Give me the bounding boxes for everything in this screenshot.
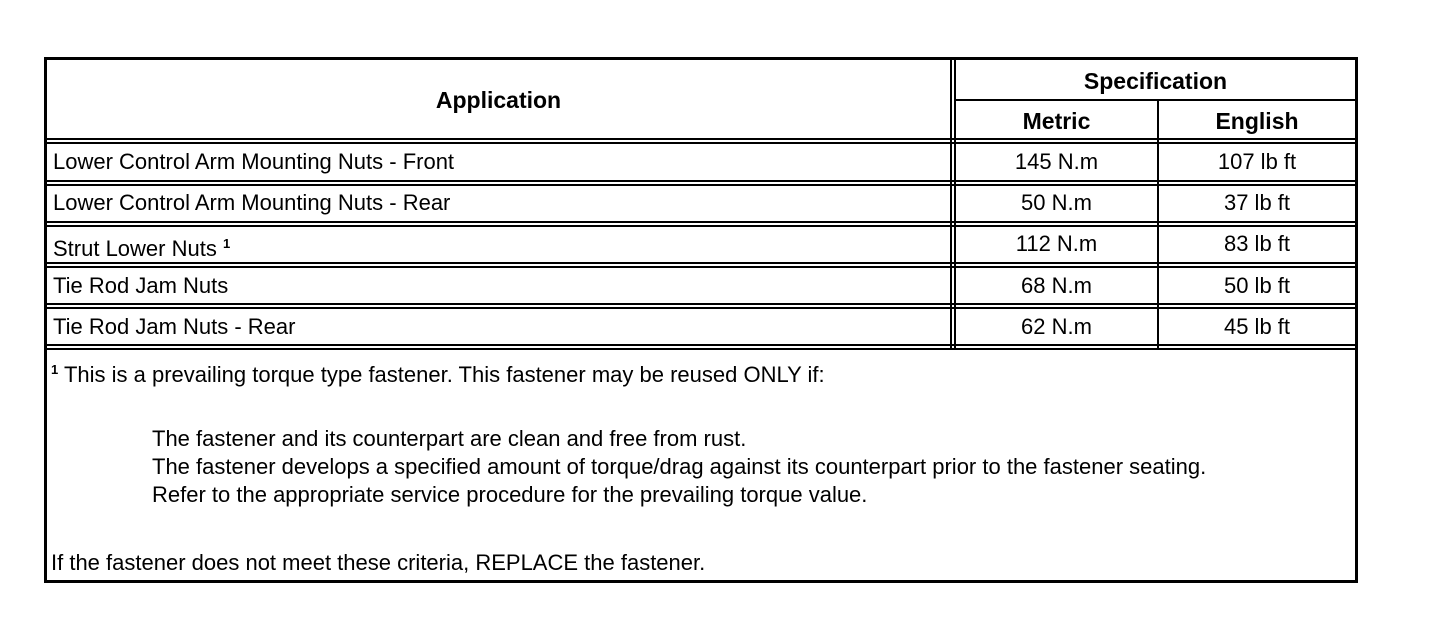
header-specification: Specification: [1083, 68, 1228, 94]
row-3-footnote-marker: 1: [222, 236, 231, 251]
footnote-marker: 1: [51, 362, 59, 377]
footnote-closing: If the fastener does not meet these criteria, REPLACE the fastener.: [51, 550, 706, 575]
row-2-application: Lower Control Arm Mounting Nuts - Rear: [53, 190, 451, 215]
spec-subheader-line: [954, 99, 1355, 101]
row-separator-2b: [47, 225, 1355, 227]
row-separator-2: [47, 221, 1355, 223]
row-5-english: 45 lb ft: [1223, 314, 1291, 339]
header-bottom-line: [47, 138, 1355, 140]
footnote-condition-2: The fastener develops a specified amount of torque/drag against its counterpart prior to the fastener seating.: [152, 454, 1207, 479]
row-separator-5b: [47, 348, 1355, 350]
row-1-english: 107 lb ft: [1217, 149, 1297, 174]
row-separator-3: [47, 262, 1355, 264]
row-3-application: [53, 231, 230, 262]
header-english: English: [1215, 108, 1299, 134]
torque-spec-table: [44, 57, 1358, 583]
row-separator-1: [47, 180, 1355, 182]
row-4-metric: 68 N.m: [1021, 273, 1092, 298]
footnote-intro-text: This is a prevailing torque type fastener. This fastener may be reused ONLY if:: [63, 362, 825, 387]
row-4-application: Tie Rod Jam Nuts: [53, 273, 229, 298]
footnote-condition-1: The fastener and its counterpart are clean and free from rust.: [152, 426, 747, 451]
row-1-application: Lower Control Arm Mounting Nuts - Front: [53, 149, 455, 174]
row-3-application-label: Strut Lower Nuts: [53, 236, 217, 261]
row-2-metric: 50 N.m: [1021, 190, 1092, 215]
row-separator-4b: [47, 307, 1355, 309]
header-bottom-line-2: [47, 142, 1355, 144]
row-5-metric: 62 N.m: [1021, 314, 1092, 339]
row-1-metric: 145 N.m: [1014, 149, 1099, 174]
row-separator-5: [47, 344, 1355, 346]
row-3-metric: 112 N.m: [1015, 231, 1098, 256]
header-application: Application: [435, 87, 562, 113]
header-metric: Metric: [1022, 108, 1091, 134]
footnote-intro: [51, 356, 825, 389]
row-3-english: 83 lb ft: [1223, 231, 1291, 256]
row-5-application: Tie Rod Jam Nuts - Rear: [53, 314, 296, 339]
row-separator-1b: [47, 184, 1355, 186]
footnote-condition-3: Refer to the appropriate service procedure for the prevailing torque value.: [152, 482, 868, 507]
row-separator-3b: [47, 266, 1355, 268]
row-4-english: 50 lb ft: [1223, 273, 1291, 298]
row-separator-4: [47, 303, 1355, 305]
row-2-english: 37 lb ft: [1223, 190, 1291, 215]
